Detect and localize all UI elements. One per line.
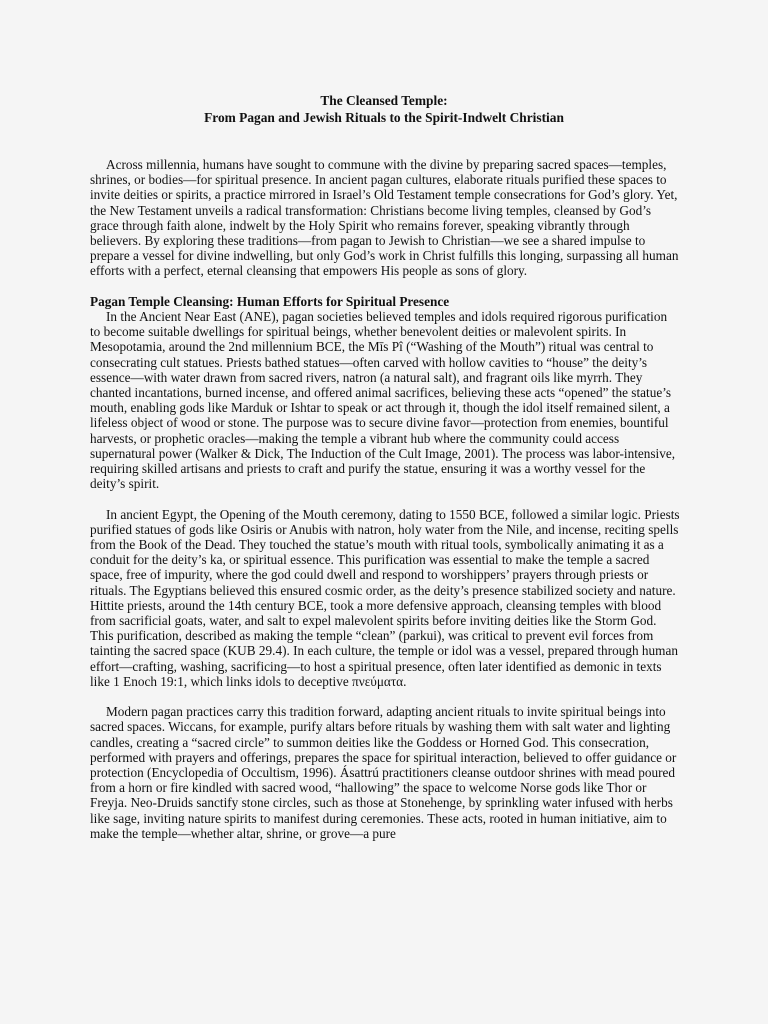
body-paragraph: In the Ancient Near East (ANE), pagan societies believed temples and idols required rigorous purification to become suitable dwellings for spiritual beings, whether benevolent deities or malevolent spirits. In Mesopotamia, around the 2nd millennium BCE, the Mīs Pî (“Washing of the Mouth”) ritual was central to consecrating cult statues. Priests bathed statues—often carved with hollow cavities to “house” the deity’s essence—with water drawn from sacred rivers, natron (a natural salt), and fragrant oils like myrrh. They chanted incantations, burned incense, and offered animal sacrifices, believing these acts “opened” the statue’s mouth, enabling gods like Marduk or Ishtar to speak or act through it, though the idol itself remained silent, a lifeless object of wood or stone. The purpose was to secure divine favor—protection from enemies, bountiful harvests, or prophetic oracles—making the temple a vibrant hub where the community could access supernatural power (Walker & Dick, The Induction of the Cult Image, 2001). The process was labor-intensive, requiring skilled artisans and priests to craft and purify the statue, ensuring it was a worthy vessel for the deity’s spirit.	[90, 309, 676, 492]
intro-paragraph: Across millennia, humans have sought to commune with the divine by preparing sacred spaces—temples, shrines, or bodies—for spiritual presence. In ancient pagan cultures, elaborate rituals purified these spaces to invite deities or spirits, a practice mirrored in Israel’s Old Testament temple consecrations for God’s glory. Yet, the New Testament unveils a radical transformation: Christians become living temples, cleansed by God’s grace through faith alone, indwelt by the Holy Spirit who remains forever, speaking vibrantly through believers. By exploring these traditions—from pagan to Jewish to Christian—we see a shared impulse to prepare a vessel for divine indwelling, but only God’s work in Christ fulfills this longing, surpassing all human efforts with a perfect, eternal cleansing that empowers His people as sons of glory.	[90, 157, 679, 279]
document-subtitle: From Pagan and Jewish Rituals to the Spirit-Indwelt Christian	[204, 110, 564, 125]
title-block	[0, 92, 768, 126]
body-paragraph: Modern pagan practices carry this tradition forward, adapting ancient rituals to invite spiritual beings into sacred spaces. Wiccans, for example, purify altars before rituals by washing them with salt water and lighting candles, creating a “sacred circle” to summon deities like the Goddess or Horned God. This consecration, performed with prayers and offerings, prepares the space for spiritual interaction, believed to offer guidance or protection (Encyclopedia of Occultism, 1996). Ásattrú practitioners cleanse outdoor shrines with mead poured from a horn or fire kindled with sacred wood, “hallowing” the space to welcome Norse gods like Thor or Freyja. Neo-Druids sanctify stone circles, such as those at Stonehenge, by sprinkling water infused with herbs like sage, inviting nature spirits to manifest during ceremonies. These acts, rooted in human initiative, aim to make the temple—whether altar, shrine, or grove—a pure	[90, 704, 677, 841]
body-paragraph: In ancient Egypt, the Opening of the Mouth ceremony, dating to 1550 BCE, followed a similar logic. Priests purified statues of gods like Osiris or Anubis with natron, holy water from the Nile, and incense, reciting spells from the Book of the Dead. They touched the statue’s mouth with ritual tools, symbolically animating it as a conduit for the deity’s ka, or spiritual essence. This purification was essential to make the temple a sacred space, free of impurity, where the god could dwell and respond to worshippers’ prayers through priests or rituals. The Egyptians believed this ensured cosmic order, as the deity’s presence stabilized society and nature. Hittite priests, around the 14th century BCE, took a more defensive approach, cleansing temples with blood from sacrificial goats, water, and salt to expel malevolent spirits before inviting deities like the Storm God. This purification, described as making the temple “clean” (parkui), was critical to prevent evil forces from tainting the sacred space (KUB 29.4). In each culture, the temple or idol was a vessel, prepared through human effort—crafting, washing, sacrificing—to host a spiritual presence, often later identified as demonic in texts like 1 Enoch 19:1, which links idols to deceptive πνεύματα.	[90, 506, 680, 689]
section-heading: Pagan Temple Cleansing: Human Efforts for Spiritual Presence	[90, 293, 450, 309]
document-body	[90, 157, 680, 841]
document-title: The Cleansed Temple:	[320, 93, 448, 108]
